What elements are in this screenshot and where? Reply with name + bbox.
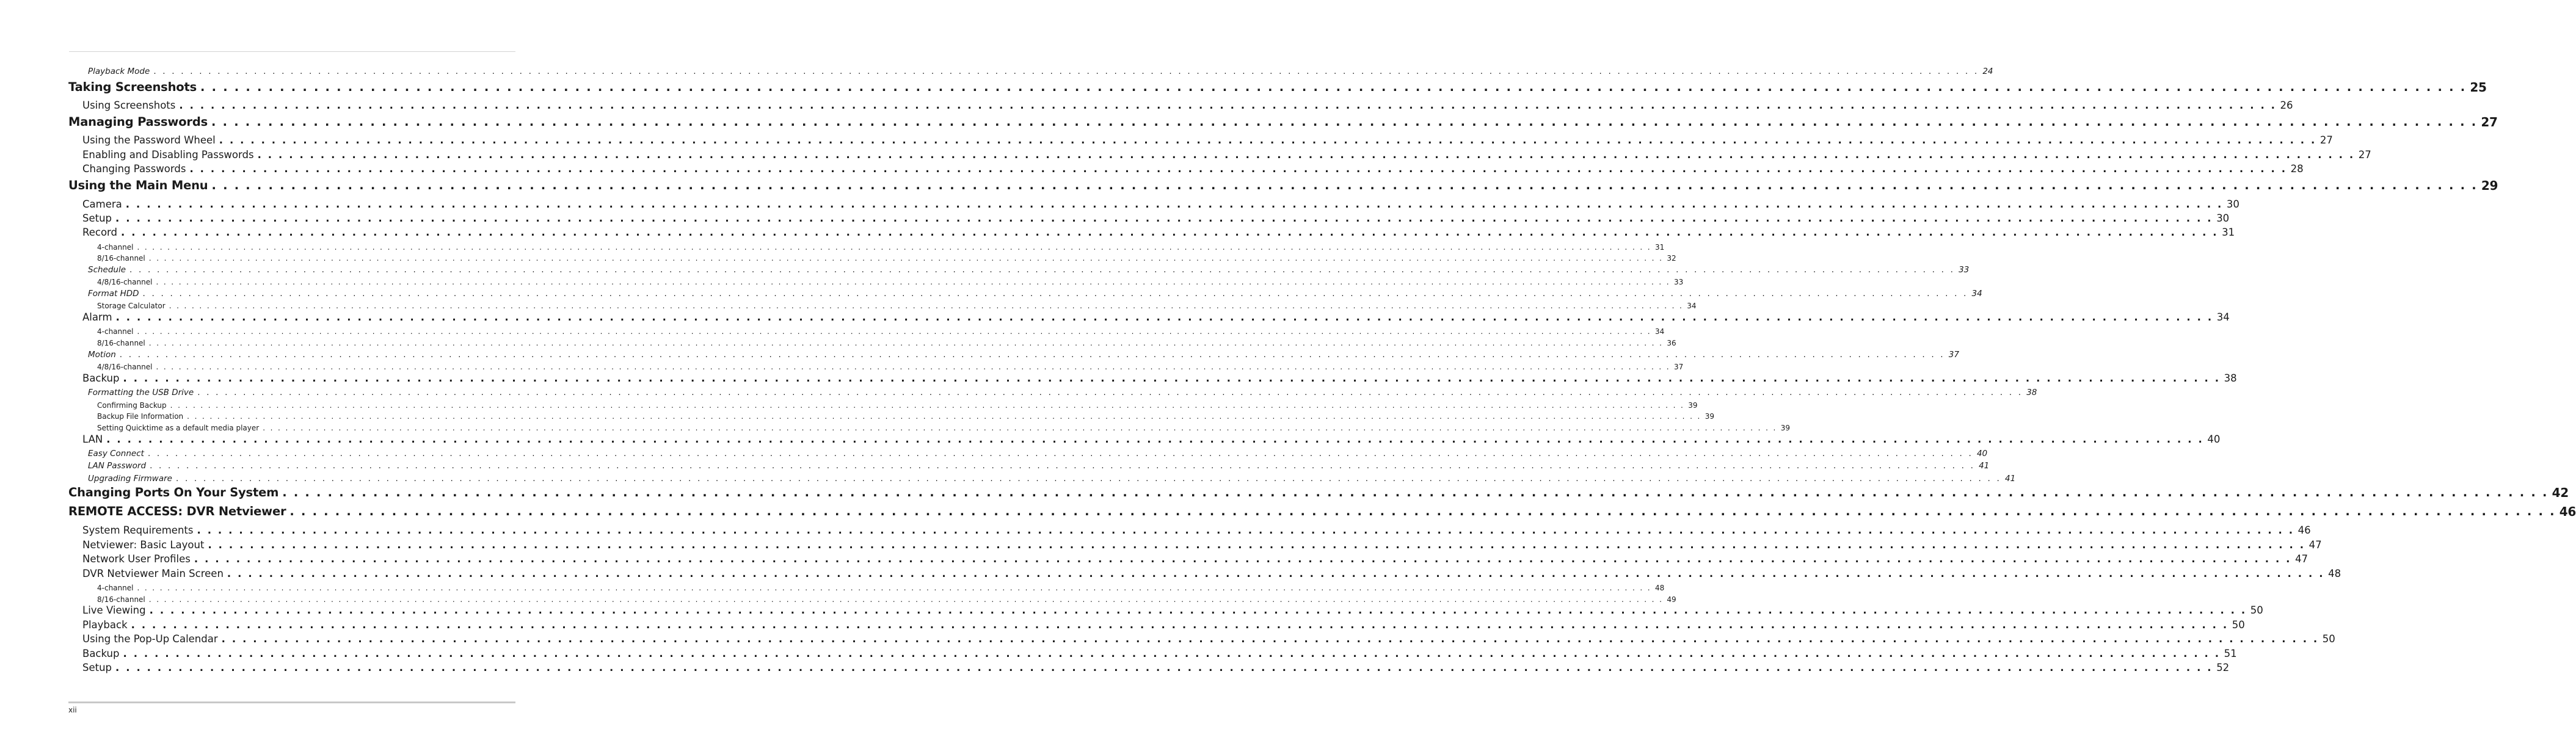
toc-entry-title: 8/16-channel: [97, 595, 145, 604]
dot-leader: . . . . . . . . . . . . . . . . . . . . . . . . . . . . . . . . . . . . . . . . . . . . . . . . . . . . . . . . . . . . . . . . . . . . . . . . . . . . . . . . . . . . . . . . . . . . . . . . . . . . . . . . . . . . . . . . . . . . . . . . . . . . . . . . . . . . . . . . . . . . . . . . . . . . . . . . . . . . . . . . . . . . . . . . . . . . . . . . . . . . . . . . . . . . . . . . . . . . . . . .: [197, 524, 2294, 536]
toc-entry[interactable]: [82, 212, 2230, 225]
toc-entry-title: Setup: [82, 212, 112, 224]
dot-leader: . . . . . . . . . . . . . . . . . . . . . . . . . . . . . . . . . . . . . . . . . . . . . . . . . . . . . . . . . . . . . . . . . . . . . . . . . . . . . . . . . . . . . . . . . . . . . . . . . . . . . . . . . . . . . . . . . . . . . . . . . . . . . . . . . . . . . . . . . . . . . . . . . . . . . . . . . . . . . . . . . . . . . . . . . . . . . . . . . . . . . . . . . . . . . . . . . . . . . . . .: [148, 339, 1664, 347]
dot-leader: . . . . . . . . . . . . . . . . . . . . . . . . . . . . . . . . . . . . . . . . . . . . . . . . . . . . . . . . . . . . . . . . . . . . . . . . . . . . . . . . . . . . . . . . . . . . . . . . . . . . . . . . . . . . . . . . . . . . . . . . . . . . . . . . . . . . . . . . . . . . . . . . . . . . . . . . . . . . . . . . . . . . . . . . . . . . . . . . . . . . . . . . . . . . . . . . . . . . . . . .: [263, 424, 1777, 432]
dot-leader: . . . . . . . . . . . . . . . . . . . . . . . . . . . . . . . . . . . . . . . . . . . . . . . . . . . . . . . . . . . . . . . . . . . . . . . . . . . . . . . . . . . . . . . . . . . . . . . . . . . . . . . . . . . . . . . . . . . . . . . . . . . . . . . . . . . . . . . . . . . . . . . . . . . . . . . . . . . . . . . . . . . . . . . . . . . . . . . . . . . . . . . . . . . . . . . . . . . . . . . .: [119, 350, 1945, 360]
toc-entry-title: Formatting the USB Drive: [88, 388, 194, 397]
dot-leader: . . . . . . . . . . . . . . . . . . . . . . . . . . . . . . . . . . . . . . . . . . . . . . . . . . . . . . . . . . . . . . . . . . . . . . . . . . . . . . . . . . . . . . . . . . . . . . . . . . . . . . . . . . . . . . . . . . . . . . . . . . . . . . . . . . . . . . . . . . . . . . . . . . . . . . . . . . . . . . . . . . . . . . . . . . . . . . . . . . . . . . . . . . . . . . . . . . . . . . . .: [169, 302, 1684, 310]
toc-entry-title: Netviewer: Basic Layout: [82, 539, 205, 551]
toc-entry[interactable]: [82, 100, 2293, 112]
toc-entry-title: DVR Netviewer Main Screen: [82, 568, 224, 579]
dot-leader: . . . . . . . . . . . . . . . . . . . . . . . . . . . . . . . . . . . . . . . . . . . . . . . . . . . . . . . . . . . . . . . . . . . . . . . . . . . . . . . . . . . . . . . . . . . . . . . . . . . . . . . . . . . . . . . . . . . . . . . . . . . . . . . . . . . . . . . . . . . . . . . . . . . . . . . . . . . . . . . . . . . . . . . . . . . . . . . . . . . . . . . . . . . . . . . . . . . . . . . .: [189, 163, 2287, 175]
toc-entry-title: Backup File Information: [97, 412, 184, 421]
toc-entry-page: 27: [2481, 115, 2498, 129]
toc-entry-title: Enabling and Disabling Passwords: [82, 149, 254, 161]
toc-entry[interactable]: [88, 474, 2016, 484]
toc-entry[interactable]: [68, 80, 2487, 95]
dot-leader: . . . . . . . . . . . . . . . . . . . . . . . . . . . . . . . . . . . . . . . . . . . . . . . . . . . . . . . . . . . . . . . . . . . . . . . . . . . . . . . . . . . . . . . . . . . . . . . . . . . . . . . . . . . . . . . . . . . . . . . . . . . . . . . . . . . . . . . . . . . . . . . . . . . . . . . . . . . . . . . . . . . . . . . . . . . . . . . . . . . . . . . . . . . . . . . . . . . . . . . .: [129, 265, 1956, 275]
toc-entry-page: 30: [2216, 212, 2230, 224]
toc-entry-title: Confirming Backup: [97, 401, 167, 410]
toc-entry-title: Record: [82, 227, 118, 238]
toc-entry[interactable]: [82, 619, 2245, 631]
toc-entry-page: 50: [2322, 633, 2335, 645]
dot-leader: . . . . . . . . . . . . . . . . . . . . . . . . . . . . . . . . . . . . . . . . . . . . . . . . . . . . . . . . . . . . . . . . . . . . . . . . . . . . . . . . . . . . . . . . . . . . . . . . . . . . . . . . . . . . . . . . . . . . . . . . . . . . . . . . . . . . . . . . . . . . . . . . . . . . . . . . . . . . . . . . . . . . . . . . . . . . . . . . . . . . . . . . . . . . . . . . . . . . . . . .: [194, 553, 2292, 565]
dot-leader: . . . . . . . . . . . . . . . . . . . . . . . . . . . . . . . . . . . . . . . . . . . . . . . . . . . . . . . . . . . . . . . . . . . . . . . . . . . . . . . . . . . . . . . . . . . . . . . . . . . . . . . . . . . . . . . . . . . . . . . . . . . . . . . . . . . . . . . . . . . . . . . . . . . . . . . . . . . . . . . . . . . . . . . . . . . . . . . . . . . . . . . . . . . . . . . . . . . . . . . .: [179, 100, 2277, 111]
toc-entry[interactable]: [82, 604, 2263, 617]
toc-entry[interactable]: [82, 134, 2333, 147]
toc-entry-page: 41: [2004, 474, 2016, 484]
dot-leader: . . . . . . . . . . . . . . . . . . . . . . . . . . . . . . . . . . . . . . . . . . . . . . . . . . . . . . . . . . . . . . . . . . . . . . . . . . . . . . . . . . . . . . . . . . . . . . . . . . . . . . . . . . . . . . . . . . . . . . . . . . . . . . . . . . . . . . . . . . . . . . . . . . . . . . . . . . . . . . . . . . . . . . . . . . . . . . . . . . . . . . . . . . . . . . . . . . . . . . . .: [142, 289, 1968, 299]
toc-entry[interactable]: [97, 412, 1715, 421]
toc-entry-page: 33: [1959, 265, 1970, 275]
toc-entry-page: 51: [2224, 648, 2237, 659]
toc-entry-title: 4/8/16-channel: [97, 363, 153, 371]
toc-entry-page: 49: [1667, 595, 1676, 604]
toc-entry[interactable]: [97, 401, 1698, 410]
toc-entry-page: 48: [1655, 584, 1665, 592]
toc-entry-title: REMOTE ACCESS: DVR Netviewer: [68, 504, 286, 518]
toc-entry[interactable]: [82, 553, 2309, 565]
toc-entry-page: 50: [2232, 619, 2245, 631]
dot-leader: . . . . . . . . . . . . . . . . . . . . . . . . . . . . . . . . . . . . . . . . . . . . . . . . . . . . . . . . . . . . . . . . . . . . . . . . . . . . . . . . . . . . . . . . . . . . . . . . . . . . . . . . . . . . . . . . . . . . . . . . . . . . . . . . . . . . . . . . . . . . . . . . . . . . . . . . . . . . . . . . . . . . . . . . . . . . . . . . . . . . . . . . . . . . . . . . . . . . . . . .: [221, 633, 2319, 645]
toc-entry[interactable]: [97, 584, 1665, 593]
toc-entry-title: 8/16-channel: [97, 254, 145, 263]
toc-entry-page: 34: [1971, 289, 1982, 299]
toc-entry-title: Using the Password Wheel: [82, 134, 216, 146]
dot-leader: . . . . . . . . . . . . . . . . . . . . . . . . . . . . . . . . . . . . . . . . . . . . . . . . . . . . . . . . . . . . . . . . . . . . . . . . . . . . . . . . . . . . . . . . . . . . . . . . . . . . . . . . . . . . . . . . . . . . . . . . . . . . . . . . . . . . . . . . . . . . . . . . . . . . . . . . . . . . . . . . . . . . . . . . . . . . . . . . . . . . . . . . . . . . . . . . . . . . . . . .: [257, 149, 2355, 161]
toc-entry-title: Storage Calculator: [97, 302, 166, 310]
dot-leader: . . . . . . . . . . . . . . . . . . . . . . . . . . . . . . . . . . . . . . . . . . . . . . . . . . . . . . . . . . . . . . . . . . . . . . . . . . . . . . . . . . . . . . . . . . . . . . . . . . . . . . . . . . . . . . . . . . . . . . . . . . . . . . . . . . . . . . . . . . . . . . . . . . . . . . . . . . . . . . . . . . . . . . . . . . . . . . . . . . . . . . . . . . . . . . . . . . . . . . . .: [115, 212, 2213, 224]
dot-leader: . . . . . . . . . . . . . . . . . . . . . . . . . . . . . . . . . . . . . . . . . . . . . . . . . . . . . . . . . . . . . . . . . . . . . . . . . . . . . . . . . . . . . . . . . . . . . . . . . . . . . . . . . . . . . . . . . . . . . . . . . . . . . . . . . . . . . . . . . . . . . . . . . . . . . . . . . . . . . . . . . . . . . . . . . . . . . . . . . . . . . . . . . . . . . . . . . . . . . . . .: [137, 243, 1652, 252]
dot-leader: . . . . . . . . . . . . . . . . . . . . . . . . . . . . . . . . . . . . . . . . . . . . . . . . . . . . . . . . . . . . . . . . . . . . . . . . . . . . . . . . . . . . . . . . . . . . . . . . . . . . . . . . . . . . . . . . . . . . . . . . . . . . . . . . . . . . . . . . . . . . . . . . . . . . . . . . . . . . . . . . . . . . . . . . . . . . . . . . . . . . . . . . . . . . . . . . . . . . . . . .: [200, 80, 2467, 94]
toc-entry-title: Network User Profiles: [82, 553, 191, 565]
dot-leader: . . . . . . . . . . . . . . . . . . . . . . . . . . . . . . . . . . . . . . . . . . . . . . . . . . . . . . . . . . . . . . . . . . . . . . . . . . . . . . . . . . . . . . . . . . . . . . . . . . . . . . . . . . . . . . . . . . . . . . . . . . . . . . . . . . . . . . . . . . . . . . . . . . . . . . . . . . . . . . . . . . . . . . . . . . . . . . . . . . . . . . . . . . . . . . . . . . . . . . . .: [219, 134, 2316, 146]
toc-entry[interactable]: [82, 372, 2237, 385]
dot-leader: . . . . . . . . . . . . . . . . . . . . . . . . . . . . . . . . . . . . . . . . . . . . . . . . . . . . . . . . . . . . . . . . . . . . . . . . . . . . . . . . . . . . . . . . . . . . . . . . . . . . . . . . . . . . . . . . . . . . . . . . . . . . . . . . . . . . . . . . . . . . . . . . . . . . . . . . . . . . . . . . . . . . . . . . . . . . . . . . . . . . . . . . . . . . . . . . . . . . . . . .: [131, 619, 2229, 631]
toc-entry-title: System Requirements: [82, 524, 194, 536]
toc-entry-title: Managing Passwords: [68, 115, 208, 129]
dot-leader: . . . . . . . . . . . . . . . . . . . . . . . . . . . . . . . . . . . . . . . . . . . . . . . . . . . . . . . . . . . . . . . . . . . . . . . . . . . . . . . . . . . . . . . . . . . . . . . . . . . . . . . . . . . . . . . . . . . . . . . . . . . . . . . . . . . . . . . . . . . . . . . . . . . . . . . . . . . . . . . . . . . . . . . . . . . . . . . . . . . . . . . . . . . . . . . . . . . . . . . .: [187, 412, 1701, 421]
dot-leader: . . . . . . . . . . . . . . . . . . . . . . . . . . . . . . . . . . . . . . . . . . . . . . . . . . . . . . . . . . . . . . . . . . . . . . . . . . . . . . . . . . . . . . . . . . . . . . . . . . . . . . . . . . . . . . . . . . . . . . . . . . . . . . . . . . . . . . . . . . . . . . . . . . . . . . . . . . . . . . . . . . . . . . . . . . . . . . . . . . . . . . . . . . . . . . . . . . . . . . . .: [156, 278, 1671, 286]
dot-leader: . . . . . . . . . . . . . . . . . . . . . . . . . . . . . . . . . . . . . . . . . . . . . . . . . . . . . . . . . . . . . . . . . . . . . . . . . . . . . . . . . . . . . . . . . . . . . . . . . . . . . . . . . . . . . . . . . . . . . . . . . . . . . . . . . . . . . . . . . . . . . . . . . . . . . . . . . . . . . . . . . . . . . . . . . . . . . . . . . . . . . . . . . . . . . . . . . . . . . . . .: [197, 388, 2023, 397]
toc-entry-title: 8/16-channel: [97, 339, 145, 347]
dot-leader: . . . . . . . . . . . . . . . . . . . . . . . . . . . . . . . . . . . . . . . . . . . . . . . . . . . . . . . . . . . . . . . . . . . . . . . . . . . . . . . . . . . . . . . . . . . . . . . . . . . . . . . . . . . . . . . . . . . . . . . . . . . . . . . . . . . . . . . . . . . . . . . . . . . . . . . . . . . . . . . . . . . . . . . . . . . . . . . . . . . . . . . . . . . . . . . . . . . . . . . .: [106, 433, 2204, 445]
toc-entry-title: Changing Ports On Your System: [68, 485, 279, 499]
dot-leader: . . . . . . . . . . . . . . . . . . . . . . . . . . . . . . . . . . . . . . . . . . . . . . . . . . . . . . . . . . . . . . . . . . . . . . . . . . . . . . . . . . . . . . . . . . . . . . . . . . . . . . . . . . . . . . . . . . . . . . . . . . . . . . . . . . . . . . . . . . . . . . . . . . . . . . . . . . . . . . . . . . . . . . . . . . . . . . . . . . . . . . . . . . . . . . . . . . . . . . . .: [289, 504, 2556, 518]
toc-entry[interactable]: [97, 243, 1665, 252]
toc-entry-page: 34: [1655, 327, 1665, 336]
dot-leader: . . . . . . . . . . . . . . . . . . . . . . . . . . . . . . . . . . . . . . . . . . . . . . . . . . . . . . . . . . . . . . . . . . . . . . . . . . . . . . . . . . . . . . . . . . . . . . . . . . . . . . . . . . . . . . . . . . . . . . . . . . . . . . . . . . . . . . . . . . . . . . . . . . . . . . . . . . . . . . . . . . . . . . . . . . . . . . . . . . . . . . . . . . . . . . . . . . . . . . . .: [170, 401, 1685, 410]
dot-leader: . . . . . . . . . . . . . . . . . . . . . . . . . . . . . . . . . . . . . . . . . . . . . . . . . . . . . . . . . . . . . . . . . . . . . . . . . . . . . . . . . . . . . . . . . . . . . . . . . . . . . . . . . . . . . . . . . . . . . . . . . . . . . . . . . . . . . . . . . . . . . . . . . . . . . . . . . . . . . . . . . . . . . . . . . . . . . . . . . . . . . . . . . . . . . . . . . . . . . . . .: [211, 178, 2478, 192]
toc-entry-title: 4/8/16-channel: [97, 278, 153, 286]
toc-entry[interactable]: [68, 485, 2569, 500]
toc-entry-title: Alarm: [82, 311, 112, 323]
toc-entry[interactable]: [97, 327, 1665, 336]
toc-entry-page: 29: [2481, 178, 2498, 193]
dot-leader: . . . . . . . . . . . . . . . . . . . . . . . . . . . . . . . . . . . . . . . . . . . . . . . . . . . . . . . . . . . . . . . . . . . . . . . . . . . . . . . . . . . . . . . . . . . . . . . . . . . . . . . . . . . . . . . . . . . . . . . . . . . . . . . . . . . . . . . . . . . . . . . . . . . . . . . . . . . . . . . . . . . . . . . . . . . . . . . . . . . . . . . . . . . . . . . . . . . . . . . .: [115, 311, 2213, 323]
toc-entry-page: 46: [2559, 504, 2576, 519]
toc-entry[interactable]: [88, 449, 1988, 459]
toc-entry-title: 4-channel: [97, 243, 134, 252]
toc-entry[interactable]: [82, 662, 2230, 674]
toc-entry-page: 39: [1780, 424, 1791, 432]
dot-leader: . . . . . . . . . . . . . . . . . . . . . . . . . . . . . . . . . . . . . . . . . . . . . . . . . . . . . . . . . . . . . . . . . . . . . . . . . . . . . . . . . . . . . . . . . . . . . . . . . . . . . . . . . . . . . . . . . . . . . . . . . . . . . . . . . . . . . . . . . . . . . . . . . . . . . . . . . . . . . . . . . . . . . . . . . . . . . . . . . . . . . . . . . . . . . . . . . . . . . . . .: [150, 461, 1976, 471]
toc-entry[interactable]: [82, 433, 2221, 446]
toc-entry-title: Motion: [88, 350, 116, 360]
toc-entry-page: 37: [1948, 350, 1959, 360]
toc-entry-title: Upgrading Firmware: [88, 474, 172, 484]
toc-entry-title: Using the Pop-Up Calendar: [82, 633, 218, 645]
dot-leader: . . . . . . . . . . . . . . . . . . . . . . . . . . . . . . . . . . . . . . . . . . . . . . . . . . . . . . . . . . . . . . . . . . . . . . . . . . . . . . . . . . . . . . . . . . . . . . . . . . . . . . . . . . . . . . . . . . . . . . . . . . . . . . . . . . . . . . . . . . . . . . . . . . . . . . . . . . . . . . . . . . . . . . . . . . . . . . . . . . . . . . . . . . . . . . . . . . . . . . . .: [175, 474, 2001, 484]
toc-entry-page: 52: [2216, 662, 2230, 673]
toc-entry-page: 28: [2290, 163, 2304, 175]
dot-leader: . . . . . . . . . . . . . . . . . . . . . . . . . . . . . . . . . . . . . . . . . . . . . . . . . . . . . . . . . . . . . . . . . . . . . . . . . . . . . . . . . . . . . . . . . . . . . . . . . . . . . . . . . . . . . . . . . . . . . . . . . . . . . . . . . . . . . . . . . . . . . . . . . . . . . . . . . . . . . . . . . . . . . . . . . . . . . . . . . . . . . . . . . . . . . . . . . . . . . . . .: [148, 595, 1664, 604]
dot-leader: . . . . . . . . . . . . . . . . . . . . . . . . . . . . . . . . . . . . . . . . . . . . . . . . . . . . . . . . . . . . . . . . . . . . . . . . . . . . . . . . . . . . . . . . . . . . . . . . . . . . . . . . . . . . . . . . . . . . . . . . . . . . . . . . . . . . . . . . . . . . . . . . . . . . . . . . . . . . . . . . . . . . . . . . . . . . . . . . . . . . . . . . . . . . . . . . . . . . . . . .: [121, 227, 2219, 238]
toc-entry-page: 46: [2298, 524, 2311, 536]
toc-entry[interactable]: [68, 178, 2498, 193]
toc-entry[interactable]: [82, 198, 2239, 211]
toc-entry-page: 31: [2222, 227, 2235, 238]
toc-entry[interactable]: [82, 311, 2230, 324]
toc-entry-title: Using Screenshots: [82, 100, 176, 111]
toc-entry-page: 27: [2319, 134, 2333, 146]
toc-entry-page: 31: [1655, 243, 1665, 252]
toc-entry[interactable]: [82, 539, 2322, 551]
toc-entry[interactable]: [88, 388, 2037, 398]
toc-entry[interactable]: [88, 289, 1982, 299]
dot-leader: . . . . . . . . . . . . . . . . . . . . . . . . . . . . . . . . . . . . . . . . . . . . . . . . . . . . . . . . . . . . . . . . . . . . . . . . . . . . . . . . . . . . . . . . . . . . . . . . . . . . . . . . . . . . . . . . . . . . . . . . . . . . . . . . . . . . . . . . . . . . . . . . . . . . . . . . . . . . . . . . . . . . . . . . . . . . . . . . . . . . . . . . . . . . . . . . . . . . . . . .: [227, 568, 2325, 579]
toc-entry-page: 48: [2328, 568, 2341, 579]
toc-entry-title: Taking Screenshots: [68, 80, 197, 94]
toc-entry-page: 39: [1688, 401, 1698, 410]
toc-entry-title: Live Viewing: [82, 604, 146, 616]
toc-entry-title: Playback Mode: [88, 67, 150, 76]
toc-entry[interactable]: [88, 461, 1990, 471]
toc-entry-page: 50: [2250, 604, 2263, 616]
toc-entry-title: Changing Passwords: [82, 163, 186, 175]
toc-entry[interactable]: [68, 504, 2576, 519]
toc-entry-page: 25: [2470, 80, 2487, 95]
toc-entry[interactable]: [97, 254, 1676, 263]
toc-entry-title: Setting Quicktime as a default media player: [97, 424, 260, 432]
toc-entry-title: LAN: [82, 433, 103, 445]
toc-entry-page: 40: [2207, 433, 2221, 445]
toc-entry-title: Playback: [82, 619, 128, 631]
page-number: xii: [68, 706, 77, 714]
toc-entry-page: 27: [2358, 149, 2371, 161]
toc-entry-title: Setup: [82, 662, 112, 673]
toc-entry-title: Format HDD: [88, 289, 139, 299]
toc-entry-page: 34: [1687, 302, 1697, 310]
toc-entry[interactable]: [88, 350, 1959, 360]
toc-entry-page: 37: [1674, 363, 1684, 371]
dot-leader: . . . . . . . . . . . . . . . . . . . . . . . . . . . . . . . . . . . . . . . . . . . . . . . . . . . . . . . . . . . . . . . . . . . . . . . . . . . . . . . . . . . . . . . . . . . . . . . . . . . . . . . . . . . . . . . . . . . . . . . . . . . . . . . . . . . . . . . . . . . . . . . . . . . . . . . . . . . . . . . . . . . . . . . . . . . . . . . . . . . . . . . . . . . . . . . . . . . . . . . .: [282, 485, 2549, 499]
toc-entry[interactable]: [97, 363, 1684, 372]
dot-leader: . . . . . . . . . . . . . . . . . . . . . . . . . . . . . . . . . . . . . . . . . . . . . . . . . . . . . . . . . . . . . . . . . . . . . . . . . . . . . . . . . . . . . . . . . . . . . . . . . . . . . . . . . . . . . . . . . . . . . . . . . . . . . . . . . . . . . . . . . . . . . . . . . . . . . . . . . . . . . . . . . . . . . . . . . . . . . . . . . . . . . . . . . . . . . . . . . . . . . . . .: [137, 584, 1652, 592]
dot-leader: . . . . . . . . . . . . . . . . . . . . . . . . . . . . . . . . . . . . . . . . . . . . . . . . . . . . . . . . . . . . . . . . . . . . . . . . . . . . . . . . . . . . . . . . . . . . . . . . . . . . . . . . . . . . . . . . . . . . . . . . . . . . . . . . . . . . . . . . . . . . . . . . . . . . . . . . . . . . . . . . . . . . . . . . . . . . . . . . . . . . . . . . . . . . . . . . . . . . . . . .: [156, 363, 1671, 371]
toc-entry-page: 33: [1674, 278, 1684, 286]
toc-entry-title: Backup: [82, 372, 120, 384]
toc-entry-page: 30: [2226, 198, 2239, 210]
dot-leader: . . . . . . . . . . . . . . . . . . . . . . . . . . . . . . . . . . . . . . . . . . . . . . . . . . . . . . . . . . . . . . . . . . . . . . . . . . . . . . . . . . . . . . . . . . . . . . . . . . . . . . . . . . . . . . . . . . . . . . . . . . . . . . . . . . . . . . . . . . . . . . . . . . . . . . . . . . . . . . . . . . . . . . . . . . . . . . . . . . . . . . . . . . . . . . . . . . . . . . . .: [125, 198, 2223, 210]
toc-entry-title: Schedule: [88, 265, 126, 275]
toc-entry-page: 38: [2026, 388, 2037, 397]
toc-entry-page: 26: [2280, 100, 2293, 111]
toc-entry-title: 4-channel: [97, 584, 134, 592]
toc-entry-page: 47: [2295, 553, 2309, 565]
toc-entry[interactable]: [82, 163, 2304, 175]
toc-entry-page: 24: [1982, 67, 1993, 76]
toc-entry[interactable]: [97, 595, 1676, 604]
dot-leader: . . . . . . . . . . . . . . . . . . . . . . . . . . . . . . . . . . . . . . . . . . . . . . . . . . . . . . . . . . . . . . . . . . . . . . . . . . . . . . . . . . . . . . . . . . . . . . . . . . . . . . . . . . . . . . . . . . . . . . . . . . . . . . . . . . . . . . . . . . . . . . . . . . . . . . . . . . . . . . . . . . . . . . . . . . . . . . . . . . . . . . . . . . . . . . . . . . . . . . . .: [208, 539, 2305, 551]
toc-entry[interactable]: [97, 278, 1684, 287]
toc-entry-page: 39: [1705, 412, 1715, 421]
dot-leader: . . . . . . . . . . . . . . . . . . . . . . . . . . . . . . . . . . . . . . . . . . . . . . . . . . . . . . . . . . . . . . . . . . . . . . . . . . . . . . . . . . . . . . . . . . . . . . . . . . . . . . . . . . . . . . . . . . . . . . . . . . . . . . . . . . . . . . . . . . . . . . . . . . . . . . . . . . . . . . . . . . . . . . . . . . . . . . . . . . . . . . . . . . . . . . . . . . . . . . . .: [123, 372, 2221, 384]
toc-entry-title: Camera: [82, 198, 122, 210]
toc-entry-page: 40: [1976, 449, 1988, 459]
toc-entry-title: Easy Connect: [88, 449, 144, 459]
toc-entry-title: Backup: [82, 648, 120, 659]
dot-leader: . . . . . . . . . . . . . . . . . . . . . . . . . . . . . . . . . . . . . . . . . . . . . . . . . . . . . . . . . . . . . . . . . . . . . . . . . . . . . . . . . . . . . . . . . . . . . . . . . . . . . . . . . . . . . . . . . . . . . . . . . . . . . . . . . . . . . . . . . . . . . . . . . . . . . . . . . . . . . . . . . . . . . . . . . . . . . . . . . . . . . . . . . . . . . . . . . . . . . . . .: [148, 254, 1664, 263]
dot-leader: . . . . . . . . . . . . . . . . . . . . . . . . . . . . . . . . . . . . . . . . . . . . . . . . . . . . . . . . . . . . . . . . . . . . . . . . . . . . . . . . . . . . . . . . . . . . . . . . . . . . . . . . . . . . . . . . . . . . . . . . . . . . . . . . . . . . . . . . . . . . . . . . . . . . . . . . . . . . . . . . . . . . . . . . . . . . . . . . . . . . . . . . . . . . . . . . . . . . . . . .: [147, 449, 1973, 459]
toc-entry[interactable]: [88, 265, 1970, 275]
toc-entry-title: LAN Password: [88, 461, 147, 471]
toc-entry-page: 32: [1667, 254, 1676, 263]
toc-entry-page: 41: [1979, 461, 1990, 471]
dot-leader: . . . . . . . . . . . . . . . . . . . . . . . . . . . . . . . . . . . . . . . . . . . . . . . . . . . . . . . . . . . . . . . . . . . . . . . . . . . . . . . . . . . . . . . . . . . . . . . . . . . . . . . . . . . . . . . . . . . . . . . . . . . . . . . . . . . . . . . . . . . . . . . . . . . . . . . . . . . . . . . . . . . . . . . . . . . . . . . . . . . . . . . . . . . . . . . . . . . . . . . .: [149, 604, 2247, 616]
dot-leader: . . . . . . . . . . . . . . . . . . . . . . . . . . . . . . . . . . . . . . . . . . . . . . . . . . . . . . . . . . . . . . . . . . . . . . . . . . . . . . . . . . . . . . . . . . . . . . . . . . . . . . . . . . . . . . . . . . . . . . . . . . . . . . . . . . . . . . . . . . . . . . . . . . . . . . . . . . . . . . . . . . . . . . . . . . . . . . . . . . . . . . . . . . . . . . . . . . . . . . . .: [153, 67, 1979, 76]
dot-leader: . . . . . . . . . . . . . . . . . . . . . . . . . . . . . . . . . . . . . . . . . . . . . . . . . . . . . . . . . . . . . . . . . . . . . . . . . . . . . . . . . . . . . . . . . . . . . . . . . . . . . . . . . . . . . . . . . . . . . . . . . . . . . . . . . . . . . . . . . . . . . . . . . . . . . . . . . . . . . . . . . . . . . . . . . . . . . . . . . . . . . . . . . . . . . . . . . . . . . . . .: [137, 327, 1652, 336]
toc-entry[interactable]: [68, 115, 2498, 129]
toc-entry[interactable]: [82, 149, 2371, 161]
toc-entry[interactable]: [88, 67, 1993, 77]
toc-entry[interactable]: [82, 568, 2341, 580]
toc-entry-page: 38: [2224, 372, 2237, 384]
toc-entry[interactable]: [97, 339, 1676, 348]
toc-entry-page: 36: [1667, 339, 1676, 347]
toc-entry[interactable]: [97, 424, 1791, 433]
toc-entry-title: Using the Main Menu: [68, 178, 208, 192]
dot-leader: . . . . . . . . . . . . . . . . . . . . . . . . . . . . . . . . . . . . . . . . . . . . . . . . . . . . . . . . . . . . . . . . . . . . . . . . . . . . . . . . . . . . . . . . . . . . . . . . . . . . . . . . . . . . . . . . . . . . . . . . . . . . . . . . . . . . . . . . . . . . . . . . . . . . . . . . . . . . . . . . . . . . . . . . . . . . . . . . . . . . . . . . . . . . . . . . . . . . . . . .: [115, 662, 2213, 673]
toc-entry[interactable]: [82, 227, 2235, 239]
dot-leader: . . . . . . . . . . . . . . . . . . . . . . . . . . . . . . . . . . . . . . . . . . . . . . . . . . . . . . . . . . . . . . . . . . . . . . . . . . . . . . . . . . . . . . . . . . . . . . . . . . . . . . . . . . . . . . . . . . . . . . . . . . . . . . . . . . . . . . . . . . . . . . . . . . . . . . . . . . . . . . . . . . . . . . . . . . . . . . . . . . . . . . . . . . . . . . . . . . . . . . . .: [211, 115, 2478, 129]
toc-entry[interactable]: [82, 633, 2335, 645]
dot-leader: . . . . . . . . . . . . . . . . . . . . . . . . . . . . . . . . . . . . . . . . . . . . . . . . . . . . . . . . . . . . . . . . . . . . . . . . . . . . . . . . . . . . . . . . . . . . . . . . . . . . . . . . . . . . . . . . . . . . . . . . . . . . . . . . . . . . . . . . . . . . . . . . . . . . . . . . . . . . . . . . . . . . . . . . . . . . . . . . . . . . . . . . . . . . . . . . . . . . . . . .: [123, 648, 2221, 659]
footer-rule: [68, 701, 515, 703]
toc-entry[interactable]: [97, 302, 1697, 311]
toc-entry-page: 47: [2309, 539, 2322, 551]
toc-entry[interactable]: [82, 648, 2237, 660]
toc-entry-title: 4-channel: [97, 327, 134, 336]
toc-entry-page: 42: [2552, 485, 2569, 500]
toc-entry[interactable]: [82, 524, 2311, 537]
toc-entry-page: 34: [2216, 311, 2230, 323]
